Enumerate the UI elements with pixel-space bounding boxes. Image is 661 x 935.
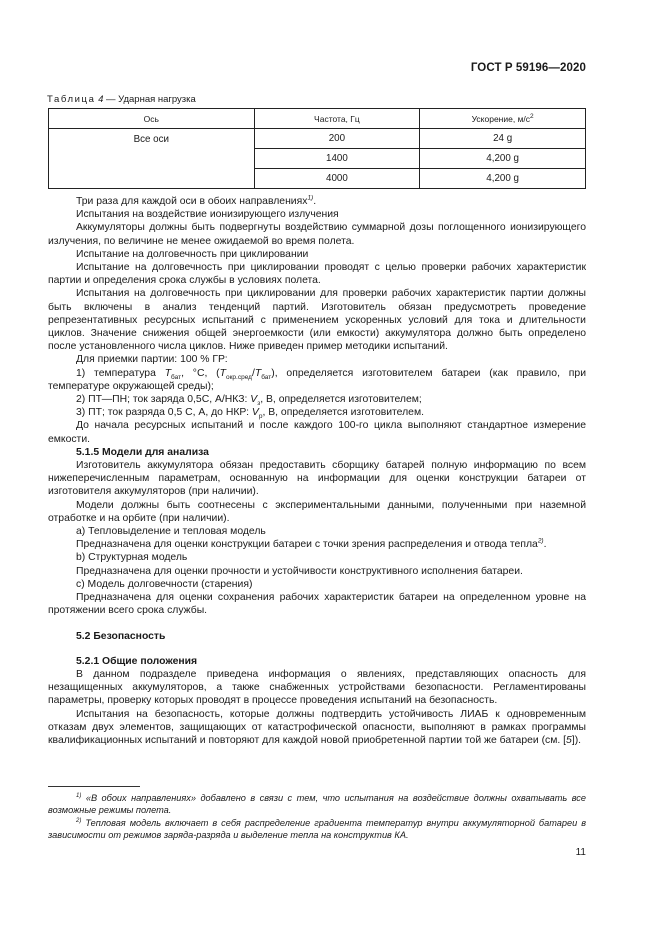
header-frequency: Частота, Гц bbox=[254, 109, 420, 129]
symbol-T: T bbox=[254, 367, 262, 379]
table-row bbox=[49, 129, 586, 149]
table-header-row bbox=[49, 109, 586, 129]
list-item: b) Структурная модель bbox=[76, 552, 188, 564]
text: 1) температура bbox=[76, 367, 165, 379]
paragraph-end: . bbox=[313, 196, 317, 207]
paragraph bbox=[48, 195, 586, 208]
cell-acceleration: 24 g bbox=[420, 129, 586, 149]
symbol-T: T bbox=[164, 367, 172, 379]
paragraph-end: ]). bbox=[571, 734, 582, 746]
header-acceleration-label: Ускорение, м/с bbox=[471, 113, 531, 124]
subscript-r: р bbox=[258, 413, 263, 421]
cell-axis: Все оси bbox=[49, 129, 255, 189]
paragraph-text: Испытания на безопасность, которые должны подтвердить устойчивость ЛИАБ к одновременным отказам двух элементов, защищающих от катастрофической опасности, выполняют в рамках программы квалификационных испытаний и повторяют для каждой новой приобретенной партии той же батареи (см. [ bbox=[48, 708, 586, 746]
footnote-1 bbox=[48, 790, 586, 816]
paragraph-text: Три раза для каждой оси в обоих направлениях bbox=[76, 196, 308, 207]
subscript-bat: бат bbox=[261, 373, 272, 381]
cell-acceleration: 4,200 g bbox=[420, 169, 586, 189]
text: 2) ПТ—ПН; ток заряда 0,5С, А/НКЗ: bbox=[76, 394, 251, 406]
list-item-discharge bbox=[48, 406, 586, 419]
paragraph: Предназначена для оценки сохранения рабочих характеристик батареи на определенном уровне на протяжении всего срока службы. bbox=[48, 592, 586, 617]
paragraph: Для приемки партии: 100 % ГР: bbox=[76, 354, 228, 366]
body-text bbox=[48, 195, 586, 747]
table-caption-word: Таблица bbox=[47, 94, 96, 105]
footnote-text: Тепловая модель включает в себя распределение градиента температур внутри аккумуляторной батареи в зависимости от режимов заряда-разряда и выделение тепла на конструктив КА. bbox=[48, 818, 586, 841]
footnote-ref-2[interactable]: 2) bbox=[537, 537, 544, 545]
footnote-text: «В обоих направлениях» добавлено в связи с тем, что испытания на воздействие должны охватывать все возможные режимы полета. bbox=[48, 793, 586, 816]
footnote-mark: 2) bbox=[76, 818, 82, 824]
list-item-charge bbox=[48, 393, 586, 406]
shock-load-table bbox=[48, 108, 586, 189]
subscript-bat: бат bbox=[171, 373, 182, 381]
cell-frequency: 4000 bbox=[254, 169, 420, 189]
table-caption-number: 4 bbox=[98, 94, 104, 105]
header-acceleration bbox=[420, 109, 586, 129]
header-acceleration-exponent: 2 bbox=[530, 113, 534, 121]
header-axis: Ось bbox=[49, 109, 255, 129]
paragraph: Аккумуляторы должны быть подвергнуты воздействию суммарной дозы поглощенного ионизирующего излучения, по величине не менее ожидаемой во время полета. bbox=[48, 222, 586, 247]
table-caption-title: — Ударная нагрузка bbox=[106, 94, 196, 105]
table-caption bbox=[47, 94, 196, 105]
paragraph-text: Предназначена для оценки конструкции батареи с точки зрения распределения и отвода тепла bbox=[76, 539, 538, 551]
paragraph: Изготовитель аккумулятора обязан предоставить сборщику батарей полную информацию по всем нижеперечисленным параметрам, основанную на информации для оценки конструкции батареи от изготовителя аккумуляторов (при наличии). bbox=[48, 460, 586, 498]
footnote-2 bbox=[48, 815, 586, 841]
symbol-V: V bbox=[250, 394, 258, 406]
section-heading-5-1-5: 5.1.5 Модели для анализа bbox=[76, 446, 209, 458]
footnote-separator bbox=[48, 786, 140, 787]
paragraph: Предназначена для оценки прочности и устойчивости конструктивного исполнения батареи. bbox=[76, 565, 523, 577]
cell-acceleration: 4,200 g bbox=[420, 149, 586, 169]
paragraph bbox=[48, 538, 586, 551]
subscript-z: з bbox=[257, 400, 261, 408]
paragraph: Испытания на долговечность при циклировании для проверки рабочих характеристик партии должны быть включены в анализ тенденций партий. Изготовитель обязан предусмотреть проведение репрезентативных ресурсных испытаний с применением ускоренных условий для тока и длительности циклов. Значение снижения общей энергоемкости (или емкости) аккумулятора должно быть определено после установленного числа циклов. Ниже приведен пример методики испытаний. bbox=[48, 288, 586, 353]
cell-frequency: 200 bbox=[254, 129, 420, 149]
cell-frequency: 1400 bbox=[254, 149, 420, 169]
text: , °C, ( bbox=[181, 367, 220, 379]
text: , В, определяется изготовителем; bbox=[260, 394, 422, 406]
paragraph: Испытания на воздействие ионизирующего излучения bbox=[76, 209, 339, 221]
symbol-V: V bbox=[251, 407, 259, 419]
text: 3) ПТ; ток разряда 0,5 С, А, до НКР: bbox=[76, 407, 252, 419]
section-heading-5-2-1: 5.2.1 Общие положения bbox=[76, 655, 198, 667]
section-heading-5-2: 5.2 Безопасность bbox=[76, 630, 166, 642]
footnote-ref-1[interactable]: 1) bbox=[307, 194, 314, 202]
paragraph: До начала ресурсных испытаний и после каждого 100-го цикла выполняют стандартное измерение емкости. bbox=[48, 420, 586, 445]
paragraph-end: . bbox=[543, 539, 547, 551]
paragraph: Испытание на долговечность при циклировании bbox=[76, 248, 309, 260]
paragraph: В данном подразделе приведена информация о явлениях, представляющих опасность для незащищенных аккумуляторов, а также снабженных устройствами безопасности. Регламентированы параметры, проверку которых проводят в процессе проведения испытаний на безопасность. bbox=[48, 668, 586, 707]
bibliography-ref[interactable]: 5 bbox=[566, 734, 572, 746]
list-item: a) Тепловыделение и тепловая модель bbox=[76, 526, 266, 538]
symbol-T: T bbox=[219, 367, 226, 379]
text: , В, определяется изготовителем. bbox=[262, 407, 424, 419]
subscript-okr: окр.сред bbox=[225, 373, 252, 381]
text: ), определяется изготовителем батареи (как правило, при температуре окружающей среды); bbox=[48, 367, 586, 392]
text: / bbox=[251, 367, 255, 379]
paragraph: Испытание на долговечность при циклировании проводят с целью проверки рабочих характеристик партии и определения срока службы в условиях полета. bbox=[48, 262, 586, 287]
paragraph bbox=[48, 708, 586, 748]
paragraph: Модели должны быть соотнесены с экспериментальными данными, полученными при наземной отработке и на орбите (при наличии). bbox=[48, 499, 586, 524]
footnote-mark: 1) bbox=[76, 793, 82, 799]
list-item: c) Модель долговечности (старения) bbox=[76, 578, 253, 590]
page-number: 11 bbox=[575, 847, 586, 858]
list-item-temperature bbox=[48, 367, 586, 393]
standard-header: ГОСТ Р 59196—2020 bbox=[470, 62, 586, 74]
